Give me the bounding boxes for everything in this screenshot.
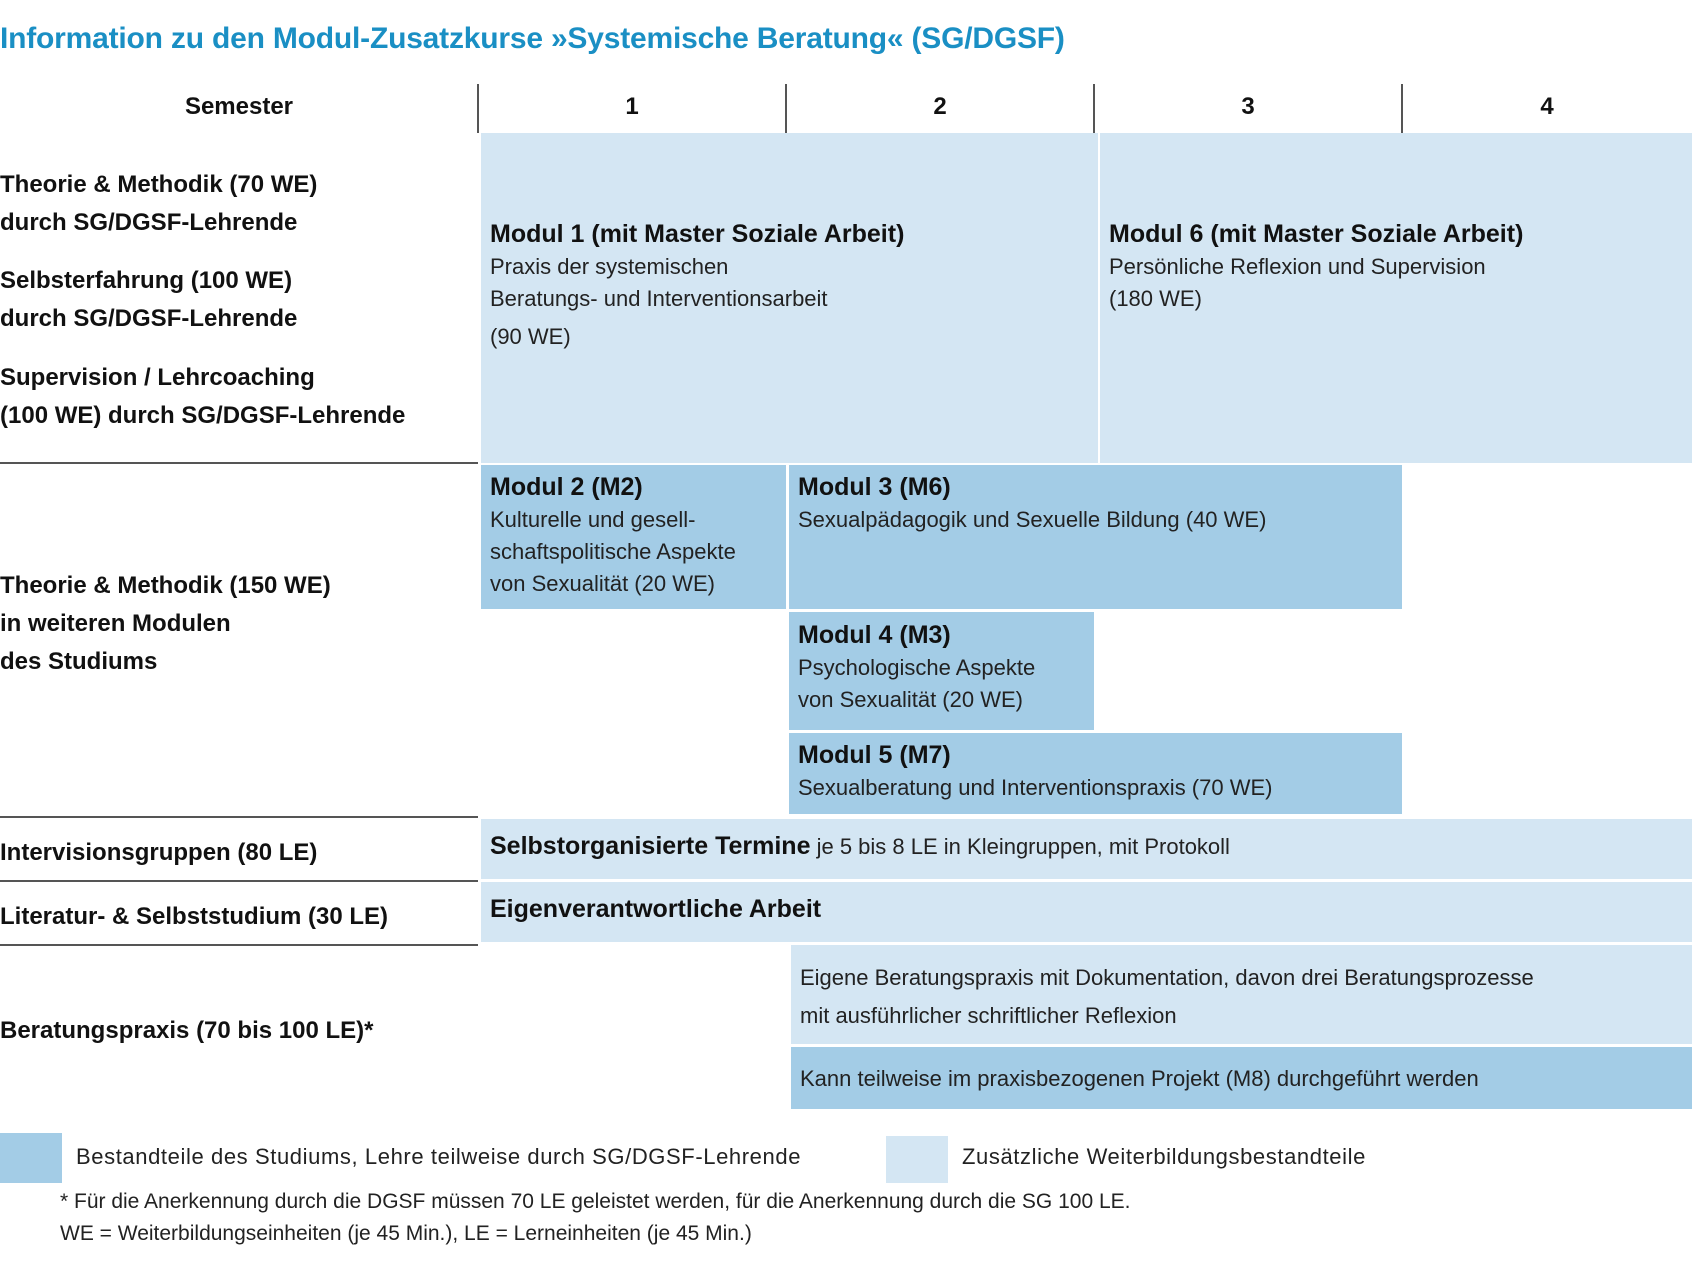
intervision-block (481, 819, 1692, 879)
beratung-text: mit ausführlicher schriftlicher Reflexion (800, 1003, 1177, 1028)
row-label-theorie-70 (0, 166, 317, 242)
module-text: von Sexualität (20 WE) (490, 571, 715, 596)
module-text: Sexualpädagogik und Sexuelle Bildung (40 WE) (798, 507, 1267, 532)
module-text: Beratungs- und Interventionsarbeit (490, 286, 828, 311)
module-text: (90 WE) (490, 324, 571, 349)
module-title: Modul 5 (M7) (798, 741, 951, 769)
module-text: von Sexualität (20 WE) (798, 687, 1023, 712)
module-3-block (789, 465, 1402, 609)
row-divider (0, 816, 478, 818)
row-label-beratungspraxis: Beratungspraxis (70 bis 100 LE)* (0, 1017, 374, 1044)
module-5-block (789, 733, 1402, 814)
semester-2-header: 2 (933, 93, 947, 120)
row-label-line: des Studiums (0, 648, 158, 675)
semester-1-header: 1 (625, 93, 639, 120)
literatur-strong: Eigenverantwortliche Arbeit (490, 895, 822, 923)
row-label-line: Supervision / Lehrcoaching (0, 364, 315, 391)
module-6-block (1100, 133, 1692, 463)
footnote-recognition: * Für die Anerkennung durch die DGSF müssen 70 LE geleistet werden, für die Anerkennung durch die SG 100 LE. (60, 1190, 1131, 1213)
module-title: Modul 6 (mit Master Soziale Arbeit) (1109, 220, 1524, 248)
row-divider (0, 462, 478, 464)
row-label-selbsterfahrung (0, 262, 297, 338)
beratung-text: Eigene Beratungspraxis mit Dokumentation, davon drei Beratungsprozesse (800, 965, 1534, 990)
row-label-supervision (0, 359, 405, 435)
module-text: schaftspolitische Aspekte (490, 539, 736, 564)
beratung-projekt-block (791, 1047, 1692, 1109)
legend-swatch-study (0, 1133, 62, 1183)
row-label-line: Selbsterfahrung (100 WE) (0, 267, 293, 294)
row-label-line: Theorie & Methodik (70 WE) (0, 171, 318, 198)
row-divider (0, 880, 478, 882)
literatur-block (481, 882, 1692, 942)
legend-swatch-additional (886, 1136, 948, 1183)
row-label-line: durch SG/DGSF-Lehrende (0, 209, 298, 236)
intervision-text: je 5 bis 8 LE in Kleingruppen, mit Protokoll (810, 834, 1230, 859)
row-label-theorie-150 (0, 567, 331, 681)
module-title: Modul 2 (M2) (490, 473, 643, 501)
legend-label-additional: Zusätzliche Weiterbildungsbestandteile (962, 1144, 1366, 1169)
legend-label-study: Bestandteile des Studiums, Lehre teilweise durch SG/DGSF-Lehrende (76, 1144, 802, 1169)
module-title: Modul 4 (M3) (798, 621, 951, 649)
module-text: Sexualberatung und Interventionspraxis (70 WE) (798, 775, 1273, 800)
row-divider (0, 944, 478, 946)
module-4-block (789, 612, 1094, 730)
module-text: (180 WE) (1109, 286, 1202, 311)
footnote-units: WE = Weiterbildungseinheiten (je 45 Min.), LE = Lerneinheiten (je 45 Min.) (60, 1222, 752, 1245)
row-label-line: (100 WE) durch SG/DGSF-Lehrende (0, 402, 406, 429)
row-label-line: Theorie & Methodik (150 WE) (0, 572, 331, 599)
module-text: Psychologische Aspekte (798, 655, 1036, 680)
module-text: Praxis der systemischen (490, 254, 729, 279)
beratung-eigene-block (791, 945, 1692, 1044)
semester-4-header: 4 (1540, 93, 1554, 120)
module-title: Modul 1 (mit Master Soziale Arbeit) (490, 220, 905, 248)
module-2-block (481, 465, 786, 609)
page-title: Information zu den Modul-Zusatzkurse »Systemische Beratung« (SG/DGSF) (0, 22, 1065, 55)
row-label-intervision: Intervisionsgruppen (80 LE) (0, 839, 318, 866)
semester-3-header: 3 (1241, 93, 1255, 120)
row-label-line: durch SG/DGSF-Lehrende (0, 305, 298, 332)
module-title: Modul 3 (M6) (798, 473, 951, 501)
beratung-text: Kann teilweise im praxisbezogenen Projekt (M8) durchgeführt werden (800, 1066, 1479, 1091)
semester-header: Semester (184, 93, 294, 120)
row-label-literatur: Literatur- & Selbststudium (30 LE) (0, 903, 389, 930)
row-label-line: in weiteren Modulen (0, 610, 231, 637)
module-text: Persönliche Reflexion und Supervision (1109, 254, 1486, 279)
module-text: Kulturelle und gesell- (490, 507, 696, 532)
intervision-strong: Selbstorganisierte Termine (490, 832, 811, 860)
module-1-block (481, 133, 1098, 463)
